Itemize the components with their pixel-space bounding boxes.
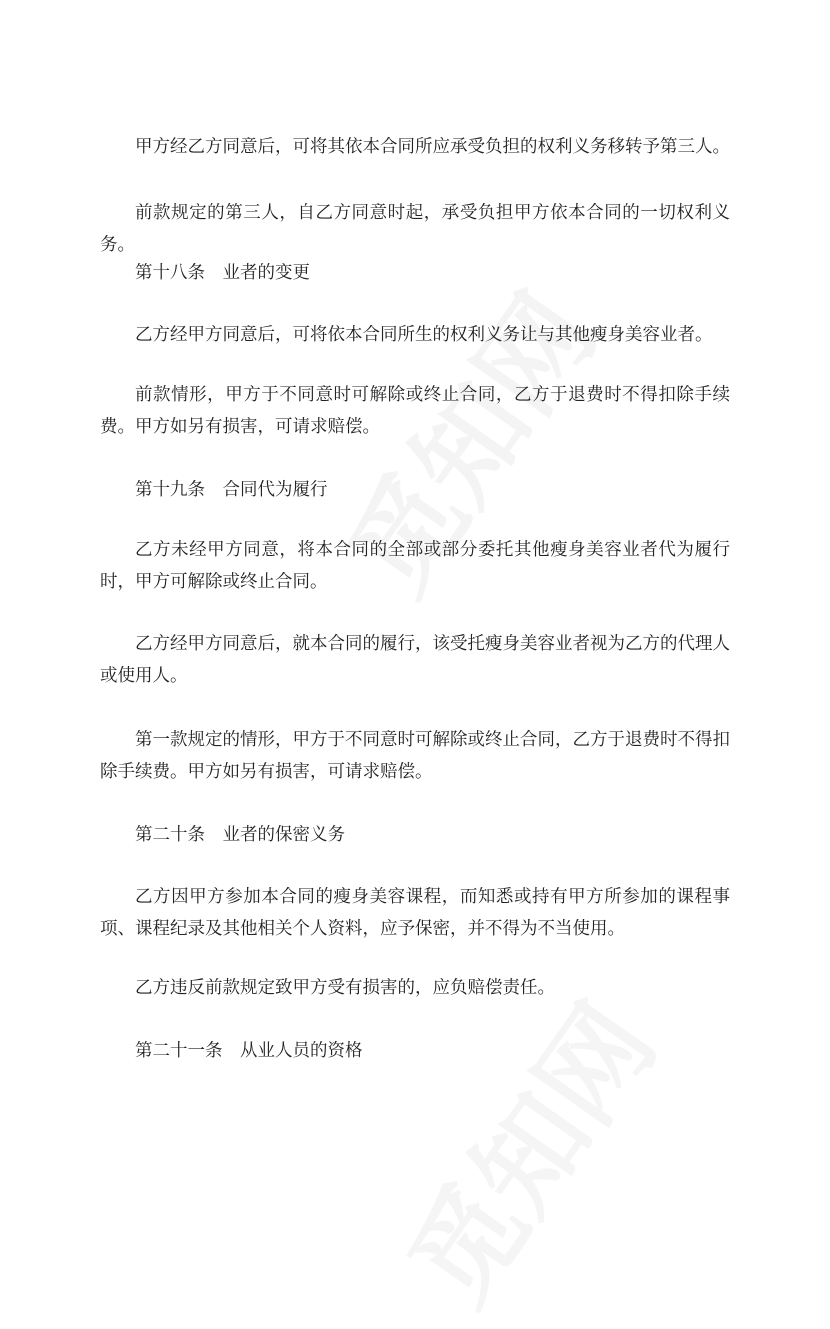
watermark xyxy=(366,969,685,1329)
paragraph: 甲方经乙方同意后，可将其依本合同所应承受负担的权利义务移转予第三人。 xyxy=(135,137,730,157)
paragraph: 乙方违反前款规定致甲方受有损害的，应负赔偿责任。 xyxy=(135,978,555,998)
paragraph: 乙方未经甲方同意，将本合同的全部或部分委托其他瘦身美容业者代为履行时，甲方可解除或终止合同。 xyxy=(100,540,730,592)
paragraph: 乙方因甲方参加本合同的瘦身美容课程，而知悉或持有甲方所参加的课程事项、课程纪录及其他相关个人资料，应予保密，并不得为不当使用。 xyxy=(100,887,730,939)
paragraph: 前款规定的第三人，自乙方同意时起，承受负担甲方依本合同的一切权利义务。 xyxy=(100,203,730,255)
article-heading: 第二十一条 从业人员的资格 xyxy=(135,1041,363,1061)
article-heading: 第十九条 合同代为履行 xyxy=(135,480,328,500)
paragraph: 乙方经甲方同意后，就本合同的履行，该受托瘦身美容业者视为乙方的代理人或使用人。 xyxy=(100,634,730,686)
paragraph: 前款情形，甲方于不同意时可解除或终止合同，乙方于退费时不得扣除手续费。甲方如另有损害，可请求赔偿。 xyxy=(100,385,730,437)
paragraph: 第一款规定的情形，甲方于不同意时可解除或终止合同，乙方于退费时不得扣除手续费。甲方如另有损害，可请求赔偿。 xyxy=(100,730,730,782)
article-heading: 第二十条 业者的保密义务 xyxy=(135,825,345,845)
article-heading: 第十八条 业者的变更 xyxy=(135,263,310,283)
paragraph: 乙方经甲方同意后，可将依本合同所生的权利义务让与其他瘦身美容业者。 xyxy=(135,325,713,345)
